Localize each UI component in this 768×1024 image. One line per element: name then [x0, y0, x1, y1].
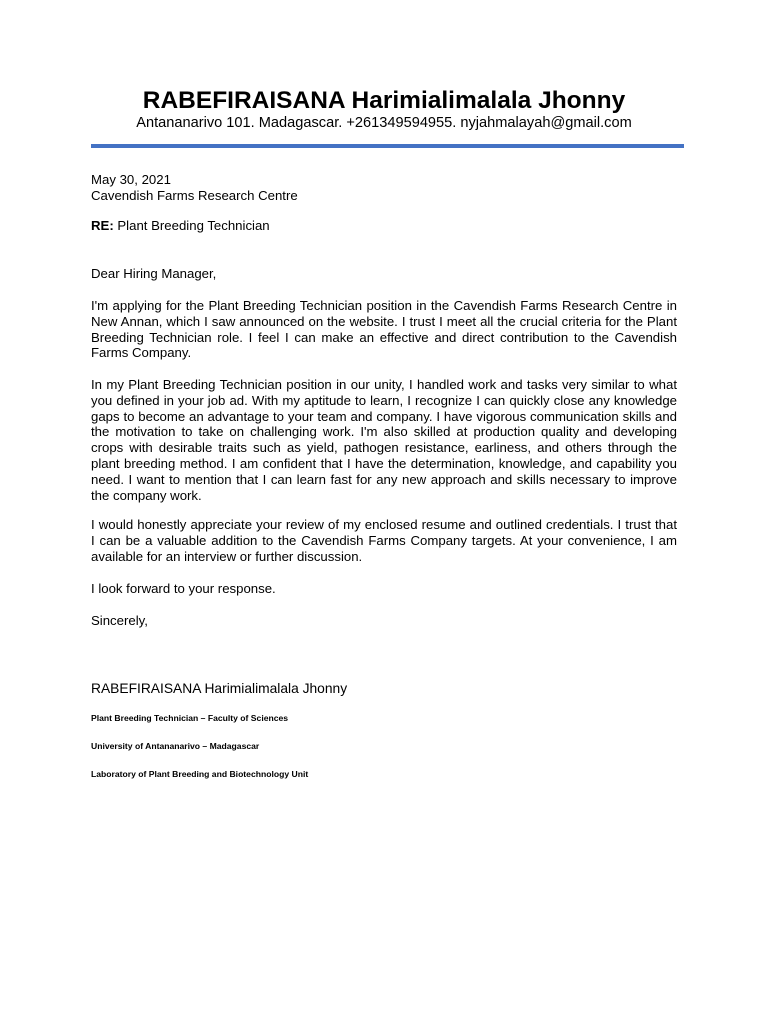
closing-line: I look forward to your response.: [91, 581, 276, 596]
paragraph-intro: I'm applying for the Plant Breeding Technician position in the Cavendish Farms Research Centre in New Annan, which I saw announced on the website. I trust I meet all the crucial criteria for the Plant Breeding Technician role. I feel I can make an effective and direct contribution to the Cavendish Farms Company.: [91, 298, 677, 361]
paragraph-experience: In my Plant Breeding Technician position in our unity, I handled work and tasks very similar to what you defined in your job ad. With my aptitude to learn, I recognize I can quickly close any knowledge gaps to become an advantage to your team and company. I have vigorous communication skills and the motivation to take on challenging work. I'm also skilled at production quality and developing crops with desirable traits such as yield, pathogen resistance, earliness, and others through the plant breeding method. I am confident that I have the determination, knowledge, and capability you need. I want to mention that I can learn fast for any new approach and skills necessary to improve the company work.: [91, 377, 677, 503]
applicant-name-heading: RABEFIRAISANA Harimialimalala Jhonny: [142, 87, 626, 114]
signature-laboratory: Laboratory of Plant Breeding and Biotechnology Unit: [91, 769, 309, 779]
signature-name: RABEFIRAISANA Harimialimalala Jhonny: [91, 681, 348, 696]
letter-recipient: Cavendish Farms Research Centre: [91, 188, 298, 203]
signature-title: Plant Breeding Technician – Faculty of Sciences: [91, 713, 289, 723]
contact-line: Antananarivo 101. Madagascar. +261349594955. nyjahmalayah@gmail.com: [136, 115, 632, 131]
subject-text: Plant Breeding Technician: [117, 218, 270, 233]
salutation: Dear Hiring Manager,: [91, 266, 217, 281]
paragraph-request: I would honestly appreciate your review of my enclosed resume and outlined credentials. I trust that I can be a valuable addition to the Cavendish Farms Company targets. At your convenience, I am available for an interview or further discussion.: [91, 517, 677, 564]
letter-subject-line: [91, 218, 677, 234]
signature-university: University of Antananarivo – Madagascar: [91, 741, 260, 751]
header-divider: [91, 144, 684, 148]
subject-label: RE:: [91, 218, 114, 233]
sign-off: Sincerely,: [91, 613, 148, 628]
letter-date: May 30, 2021: [91, 172, 171, 187]
